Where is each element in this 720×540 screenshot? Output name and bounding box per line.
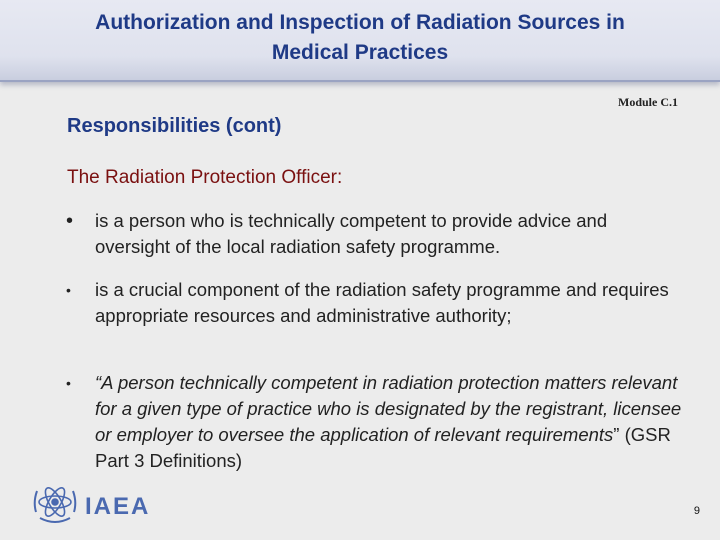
- slide-title-line-1: Authorization and Inspection of Radiation Sources in: [95, 11, 625, 34]
- slide-subtitle: Responsibilities (cont): [67, 115, 282, 137]
- bullet-item-3: [66, 370, 686, 474]
- atom-emblem-icon: [35, 485, 76, 522]
- bullet-item-1: [66, 208, 686, 260]
- slide-title: [0, 8, 720, 68]
- iaea-logo: [28, 478, 168, 528]
- quoted-definition: “A person technically competent in radiation protection matters relevant for a given type of practice who is designated by the registrant, licensee or employer to oversee the application of relevant requirements: [95, 372, 682, 445]
- definition-source: ” (GSR Part 3 Definitions): [95, 424, 671, 471]
- page-number: 9: [693, 505, 700, 517]
- bullet-text: is a person who is technically competent to provide advice and oversight of the local radiation safety programme.: [95, 210, 608, 257]
- bullet-marker: •: [66, 282, 71, 298]
- bullet-text: is a crucial component of the radiation safety programme and requires appropriate resources and administrative authority;: [95, 279, 669, 326]
- intro-text: The Radiation Protection Officer:: [67, 167, 343, 188]
- bullet-text: [95, 370, 686, 474]
- bullet-marker: •: [66, 210, 74, 232]
- header-bar: [0, 0, 720, 82]
- module-label: Module C.1: [618, 95, 678, 109]
- slide-title-line-2: Medical Practices: [271, 41, 449, 64]
- logo-text: IAEA: [85, 493, 151, 520]
- bullet-marker: •: [66, 375, 71, 391]
- bullet-item-2: [66, 277, 686, 329]
